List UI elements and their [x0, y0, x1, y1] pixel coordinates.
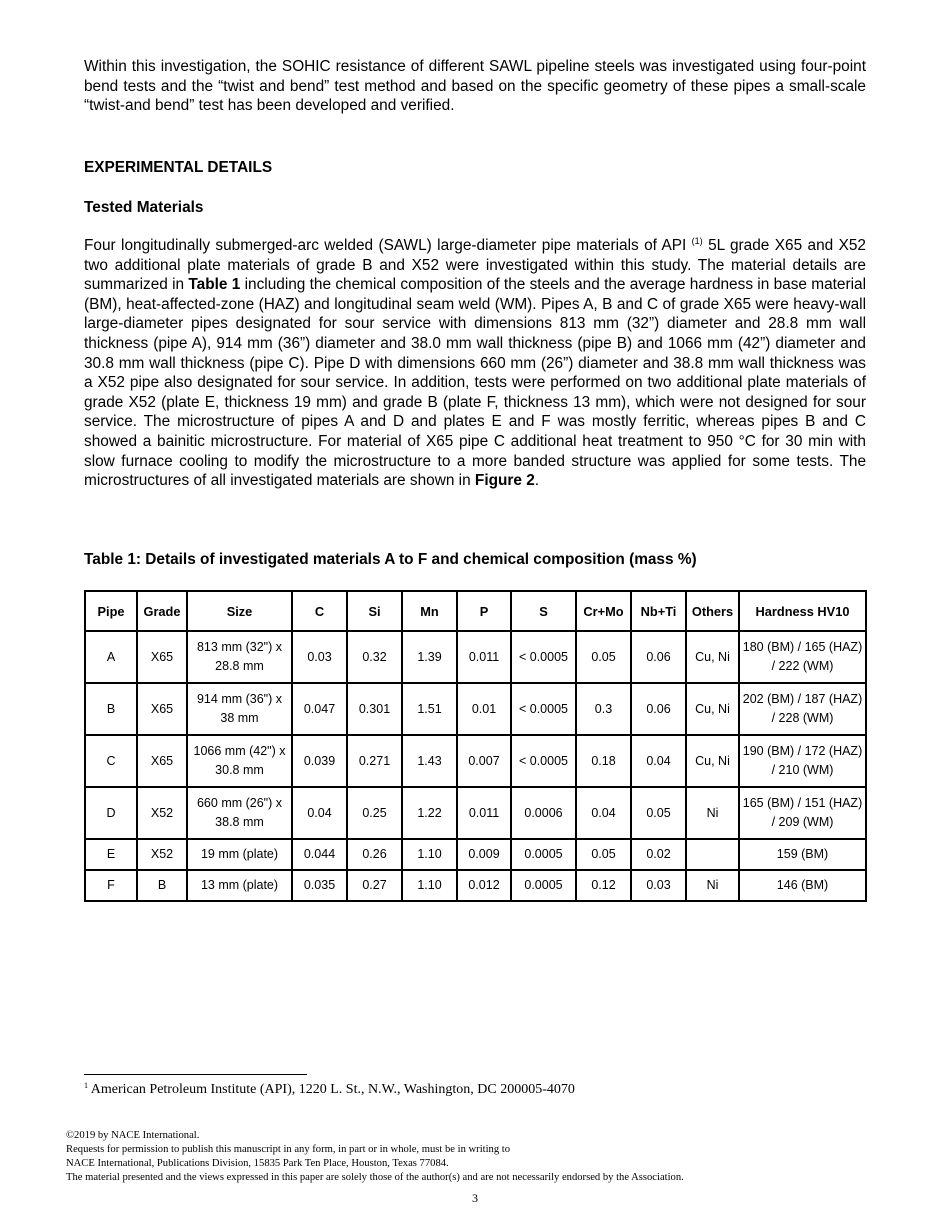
materials-paragraph: Four longitudinally submerged-arc welded (SAWL) large-diameter pipe materials of API $^{(1)}$ 5L grade X65 and X52 two additional plate materials of grade B and X52 were investigated within this study. The material details are summarized in Table 1 including the chemical composition of the steels and the average hardness in base material (BM), heat-affected-zone (HAZ) and longitudinal seam weld (WM). Pipes A, B and C of grade X65 were heavy-wall large-diameter pipes designated for sour service with dimensions 813 mm (32”) diameter and 28.8 mm wall thickness (pipe A), 914 mm (36”) diameter and 38.0 mm wall thickness (pipe B) and 1066 mm (42”) diameter and 30.8 mm wall thickness (pipe C). Pipe D with dimensions 660 mm (26”) diameter and 38.8 mm wall thickness was a X52 pipe also designated for sour service. In addition, tests were performed on two additional plate materials of grade X52 (plate E, thickness 19 mm) and grade B (plate F, thickness 13 mm), which were not designed for sour service. The microstructure of pipes A and D and plates E and F was mostly ferritic, whereas pipes B and C showed a bainitic microstructure. For material of X65 pipe C additional heat treatment to 950 °C for 30 min with slow furnace cooling to modify the microstructure to a more banded structure was applied for some tests. The microstructures of all investigated materials are shown in Figure 2. — [84, 236, 866, 490]
table-cell: 0.0006 — [511, 787, 576, 839]
table-cell: 1.51 — [402, 683, 457, 735]
footnote-ref: (1) — [691, 236, 703, 246]
table-row — [85, 870, 866, 901]
table-row — [85, 735, 866, 787]
materials-table — [84, 590, 867, 902]
section-heading: EXPERIMENTAL DETAILS — [84, 159, 273, 176]
table-cell: Cu, Ni — [686, 683, 739, 735]
table-cell: 0.012 — [457, 870, 511, 901]
intro-paragraph: Within this investigation, the SOHIC resistance of different SAWL pipeline steels was investigated using four-point bend tests and the “twist and bend” test method and based on the specific geometry of these pipes a small-scale “twist-and bend” test has been developed and verified. — [84, 58, 866, 115]
table-cell: 0.25 — [347, 787, 402, 839]
table-cell: 146 (BM) — [739, 870, 866, 901]
table-cell: X52 — [137, 787, 187, 839]
table-cell: 0.06 — [631, 631, 686, 683]
table-cell: 0.271 — [347, 735, 402, 787]
table-cell: 0.05 — [631, 787, 686, 839]
header-cell: Others — [686, 591, 739, 631]
table-cell: D — [85, 787, 137, 839]
table-cell: 0.03 — [292, 631, 347, 683]
table-cell: E — [85, 839, 137, 870]
table-cell: 13 mm (plate) — [187, 870, 292, 901]
header-cell: Pipe — [85, 591, 137, 631]
footnote-marker: 1 — [84, 1081, 88, 1090]
header-cell: Mn — [402, 591, 457, 631]
footnote-text: American Petroleum Institute (API), 1220 L. St., N.W., Washington, DC 200005-4070 — [88, 1082, 575, 1097]
footnote-divider — [84, 1074, 307, 1075]
table-cell: 1066 mm (42") x 30.8 mm — [187, 735, 292, 787]
table-cell: 0.011 — [457, 631, 511, 683]
table-cell: 0.04 — [576, 787, 631, 839]
copyright-notice — [66, 1129, 866, 1185]
table-row — [85, 787, 866, 839]
table-cell: 0.007 — [457, 735, 511, 787]
table-cell: 19 mm (plate) — [187, 839, 292, 870]
table-cell: 190 (BM) / 172 (HAZ) / 210 (WM) — [739, 735, 866, 787]
table-cell: < 0.0005 — [511, 683, 576, 735]
header-cell: Hardness HV10 — [739, 591, 866, 631]
table-row — [85, 839, 866, 870]
table-cell: 0.04 — [631, 735, 686, 787]
table-cell: 0.03 — [631, 870, 686, 901]
table-cell — [686, 839, 739, 870]
table-cell: X65 — [137, 735, 187, 787]
header-cell: Cr+Mo — [576, 591, 631, 631]
table-cell: 813 mm (32") x 28.8 mm — [187, 631, 292, 683]
table-cell: 0.18 — [576, 735, 631, 787]
table-cell: 180 (BM) / 165 (HAZ) / 222 (WM) — [739, 631, 866, 683]
table-cell: 159 (BM) — [739, 839, 866, 870]
table-header-row — [85, 591, 866, 631]
header-cell: C — [292, 591, 347, 631]
table-cell: Cu, Ni — [686, 735, 739, 787]
footnote — [84, 1082, 575, 1098]
table-cell: 0.27 — [347, 870, 402, 901]
header-cell: P — [457, 591, 511, 631]
table-cell: 1.43 — [402, 735, 457, 787]
table-cell: X65 — [137, 683, 187, 735]
table-cell: 0.05 — [576, 839, 631, 870]
table-row — [85, 631, 866, 683]
table-cell: 0.047 — [292, 683, 347, 735]
table-cell: < 0.0005 — [511, 631, 576, 683]
table-cell: F — [85, 870, 137, 901]
table-cell: 0.12 — [576, 870, 631, 901]
table-cell: 1.10 — [402, 839, 457, 870]
table-cell: 0.06 — [631, 683, 686, 735]
table-row — [85, 683, 866, 735]
table-cell: A — [85, 631, 137, 683]
table-cell: 914 mm (36") x 38 mm — [187, 683, 292, 735]
header-cell: S — [511, 591, 576, 631]
copyright-line: The material presented and the views expressed in this paper are solely those of the author(s) and are not necessarily endorsed by the Association. — [66, 1172, 684, 1183]
table-cell: X65 — [137, 631, 187, 683]
table-cell: 0.02 — [631, 839, 686, 870]
table-cell: X52 — [137, 839, 187, 870]
table-cell: 0.0005 — [511, 870, 576, 901]
table-cell: 0.32 — [347, 631, 402, 683]
table-cell: 0.3 — [576, 683, 631, 735]
copyright-line: Requests for permission to publish this manuscript in any form, in part or in whole, must be in writing to — [66, 1144, 511, 1155]
table-cell: 660 mm (26") x 38.8 mm — [187, 787, 292, 839]
header-cell: Grade — [137, 591, 187, 631]
table-cell: Cu, Ni — [686, 631, 739, 683]
table-cell: 0.01 — [457, 683, 511, 735]
table-cell: 0.04 — [292, 787, 347, 839]
table-cell: 165 (BM) / 151 (HAZ) / 209 (WM) — [739, 787, 866, 839]
table-cell: 202 (BM) / 187 (HAZ) / 228 (WM) — [739, 683, 866, 735]
copyright-line: NACE International, Publications Division, 15835 Park Ten Place, Houston, Texas 77084. — [66, 1158, 449, 1169]
page-number: 3 — [472, 1191, 478, 1205]
table-cell: 0.26 — [347, 839, 402, 870]
table-cell: 0.0005 — [511, 839, 576, 870]
table-cell: 1.39 — [402, 631, 457, 683]
copyright-line: ©2019 by NACE International. — [66, 1130, 200, 1141]
figure-reference: Figure 2 — [474, 472, 535, 490]
table-cell: Ni — [686, 870, 739, 901]
table-cell: 0.009 — [457, 839, 511, 870]
table-cell: < 0.0005 — [511, 735, 576, 787]
table-reference: Table 1 — [188, 276, 241, 294]
table-cell: 0.039 — [292, 735, 347, 787]
table-cell: 0.011 — [457, 787, 511, 839]
table-cell: 1.10 — [402, 870, 457, 901]
header-cell: Nb+Ti — [631, 591, 686, 631]
table-cell: B — [85, 683, 137, 735]
table-cell: Ni — [686, 787, 739, 839]
header-cell: Size — [187, 591, 292, 631]
table-cell: C — [85, 735, 137, 787]
table-cell: 1.22 — [402, 787, 457, 839]
table-cell: 0.035 — [292, 870, 347, 901]
header-cell: Si — [347, 591, 402, 631]
subsection-heading: Tested Materials — [84, 199, 204, 216]
table-cell: 0.044 — [292, 839, 347, 870]
table-cell: 0.05 — [576, 631, 631, 683]
table-caption: Table 1: Details of investigated materials A to F and chemical composition (mass %) — [84, 551, 697, 568]
table-cell: B — [137, 870, 187, 901]
table-cell: 0.301 — [347, 683, 402, 735]
